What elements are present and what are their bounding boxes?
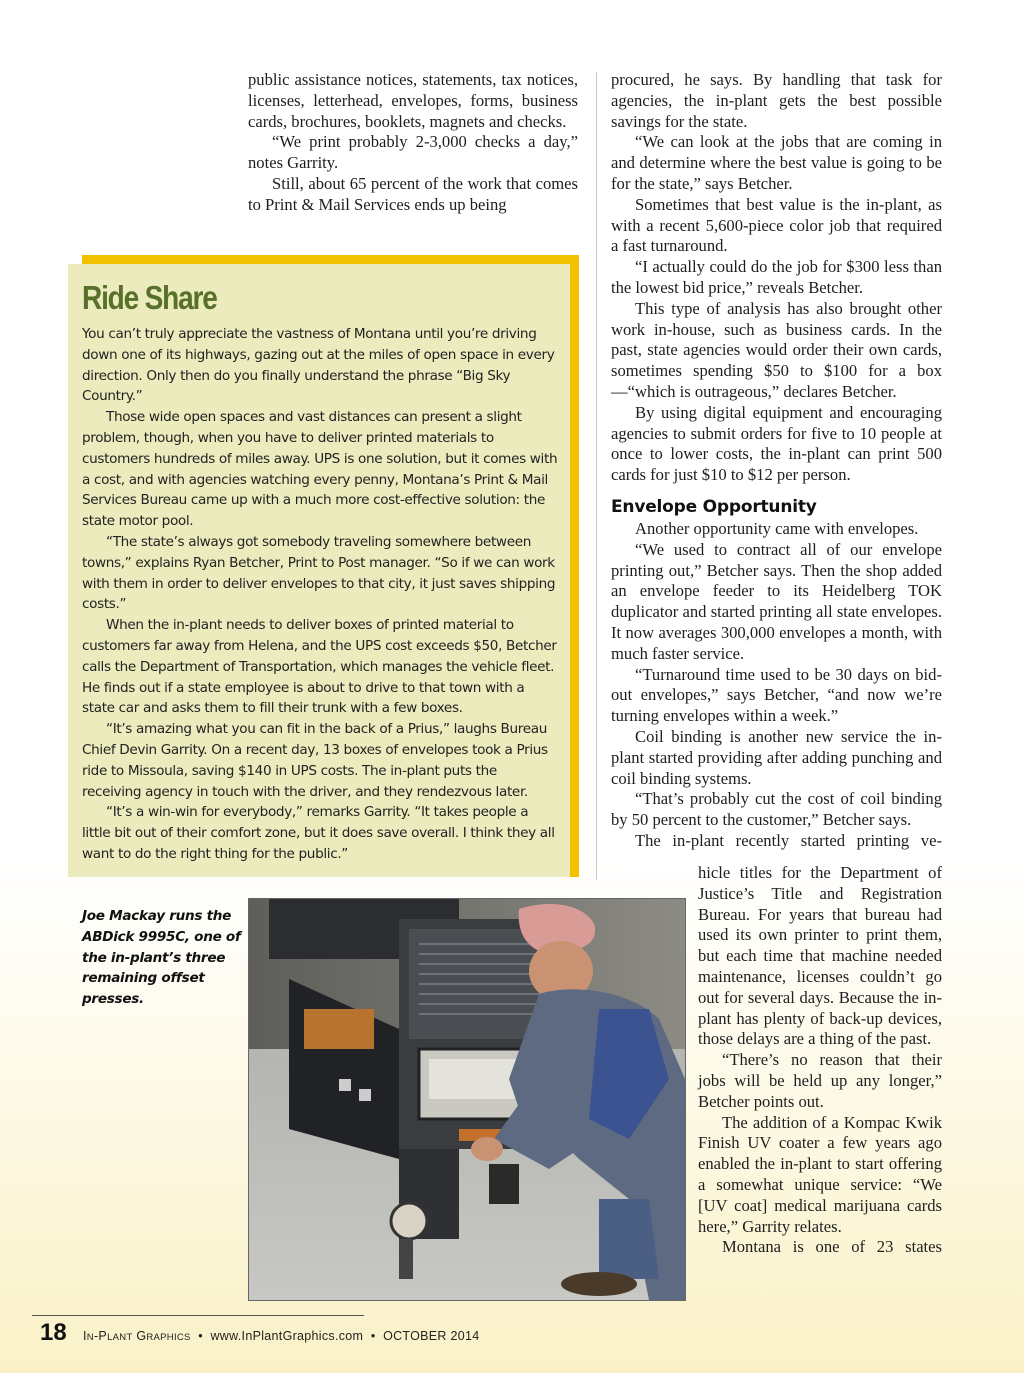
footer-bullet: •	[370, 1329, 376, 1343]
issue-date: OCTOBER 2014	[383, 1329, 480, 1343]
body-paragraph: “I actually could do the job for $300 less than the lowest bid price,” reveals Betcher.	[611, 257, 942, 297]
press-operator-photo	[248, 898, 686, 1301]
body-paragraph: hicle titles for the Department of Justice’s Title and Registration Bureau. For years that bureau had used its own printer to print them, but each time that machine needed maintenance, licenses couldn’t go out for several days. Because the in-plant has plenty of back-up devices, those delays are a thing of the past.	[698, 863, 942, 1049]
sidebar-paragraph: “The state’s always got somebody traveling somewhere between towns,” explains Ryan Betcher, Print to Post manager. “So if we can work with them in order to deliver envelopes to that city, it just saves shipping costs.”	[82, 533, 556, 613]
right-column-wrap	[698, 863, 942, 1258]
body-paragraph: This type of analysis has also brought other work in-house, such as business cards. In the past, state agencies would order their own cards, sometimes spending $50 to $100 for a box—“which is outrageous,” declares Betcher.	[611, 298, 942, 401]
body-paragraph: The addition of a Kompac Kwik Finish UV coater a few years ago enabled the in-plant to start offering a somewhat unique service: “We [UV coat] medical marijuana cards here,” Garrity relates.	[698, 1112, 942, 1236]
photo-caption: Joe Mackay runs the ABDick 9995C, one of the in-plant’s three remaining offset presses.	[82, 908, 241, 1008]
body-paragraph: procured, he says. By handling that task for agencies, the in-plant gets the best possible savings for the state.	[611, 70, 942, 131]
publication-name-part: LANT	[107, 1332, 133, 1343]
sidebar-body	[82, 324, 558, 865]
section-subhead: Envelope Opportunity	[611, 496, 817, 517]
publication-name-part: P	[98, 1329, 108, 1343]
footer-bullet: •	[198, 1329, 203, 1343]
publication-name-part: RAPHICS	[146, 1332, 191, 1343]
body-paragraph: “We print probably 2-3,000 checks a day,” notes Garrity.	[248, 132, 578, 173]
body-paragraph: “We can look at the jobs that are coming in and determine where the best value is going to be for the state,” says Betcher.	[611, 132, 942, 193]
body-paragraph: The in-plant recently started printing ve-	[635, 830, 942, 850]
body-paragraph: Sometimes that best value is the in-plant, as with a recent 5,600-piece color job that required a fast turnaround.	[611, 194, 942, 256]
column-divider	[596, 72, 597, 880]
website-url: www.InPlantGraphics.com	[210, 1329, 364, 1343]
publication-name-part: I	[83, 1329, 87, 1343]
sidebar-paragraph: Those wide open spaces and vast distances can present a slight problem, though, when you have to deliver printed materials to customers hundreds of miles away. UPS is one solution, but it comes with a cost, and with agencies watching every penny, Montana’s Print & Mail Services Bureau came up with a much more cost-effective solution: the state motor pool.	[82, 409, 558, 530]
body-paragraph: “Turnaround time used to be 30 days on bid-out envelopes,” says Betcher, “and now we’re turning envelopes within a week.”	[611, 664, 942, 726]
body-paragraph: “We used to contract all of our envelope printing out,” Betcher says. Then the shop added an envelope feeder to its Heidelberg TOK duplicator and started printing all state envelopes. It now averages 300,000 envelopes a month, with much faster service.	[611, 539, 942, 663]
sidebar-paragraph: “It’s amazing what you can fit in the back of a Prius,” laughs Bureau Chief Devin Garrity. On a recent day, 13 boxes of envelopes took a Prius ride to Missoula, saving $140 in UPS costs. The in-plant puts the receiving agency in touch with the driver, and they rendezvous later.	[82, 721, 548, 800]
body-paragraph: Still, about 65 percent of the work that comes to Print & Mail Services ends up being	[248, 173, 578, 214]
footer-line	[83, 1328, 480, 1346]
publication-name-part: N	[86, 1332, 94, 1343]
publication-name-part: G	[136, 1329, 147, 1343]
body-paragraph: “There’s no reason that their jobs will be held up any longer,” Betcher points out.	[698, 1050, 942, 1111]
middle-column	[248, 70, 578, 216]
body-paragraph: Another opportunity came with envelopes.	[635, 518, 919, 538]
page-number: 18	[40, 1319, 67, 1346]
ride-share-sidebar	[68, 264, 570, 877]
body-paragraph: Montana is one of 23 states	[722, 1237, 942, 1257]
body-paragraph: Coil binding is another new service the in-plant started providing after adding punching and coil binding systems.	[611, 726, 942, 788]
publication-name-part: -	[93, 1329, 99, 1343]
body-paragraph: public assistance notices, statements, tax notices, licenses, letterhead, envelopes, forms, business cards, brochures, booklets, magnets and checks.	[248, 70, 578, 131]
sidebar-paragraph: You can’t truly appreciate the vastness of Montana until you’re driving down one of its highways, gazing out at the miles of open space in every direction. Only then do you finally understand the phrase “Big Sky Country.”	[82, 326, 555, 405]
body-paragraph: By using digital equipment and encouraging agencies to submit orders for five to 10 people at once to lower costs, the in-plant can print 500 cards for just $10 to $12 per person.	[611, 402, 942, 485]
sidebar-paragraph: When the in-plant needs to deliver boxes of printed material to customers far away from Helena, and the UPS cost exceeds $50, Betcher calls the Department of Transportation, which manages the vehicle fleet. He finds out if a state employee is about to drive to that town with a state car and asks them to fill their trunk with a few boxes.	[82, 617, 557, 717]
sidebar-title: Ride Share	[82, 279, 217, 316]
sidebar-paragraph: “It’s a win-win for everybody,” remarks Garrity. “It takes people a little bit out of their comfort zone, but it does save overall. I think they all want to do the right thing for the public.”	[82, 804, 555, 862]
footer-rule	[32, 1315, 364, 1316]
right-column	[611, 70, 942, 852]
body-paragraph: “That’s probably cut the cost of coil binding by 50 percent to the customer,” Betcher says.	[611, 789, 942, 830]
